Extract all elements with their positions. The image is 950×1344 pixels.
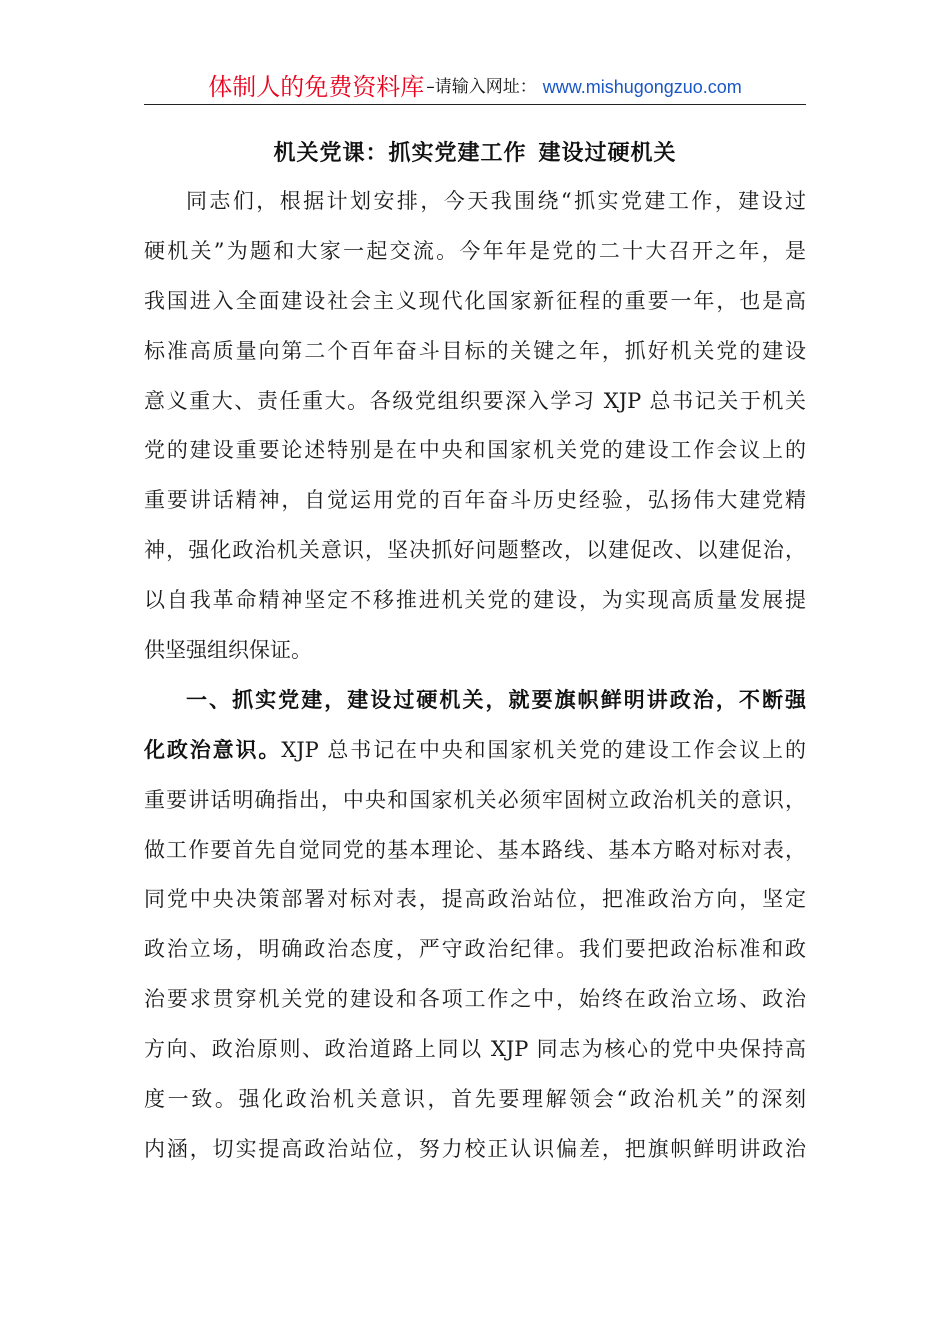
paragraph-line: 重要讲话精神，自觉运用党的百年奋斗历史经验，弘扬伟大建党精 [144,488,806,513]
paragraph-line: 党的建设重要论述特别是在中央和国家机关党的建设工作会议上的 [144,438,806,463]
document-body [144,183,806,1181]
section-heading-line: 一、抓实党建，建设过硬机关，就要旗帜鲜明讲政治，不断强 [186,686,806,712]
paragraph-line: 硬机关”为题和大家一起交流。今年年是党的二十大召开之年，是 [144,238,806,263]
header-url-link[interactable]: www.mishugongzuo.com [542,77,742,97]
page-header [144,70,806,105]
paragraph-line: 以自我革命精神坚定不移推进机关党的建设，为实现高质量发展提 [144,588,806,613]
paragraph-line: 同志们，根据计划安排，今天我围绕“抓实党建工作，建设过 [186,189,806,213]
paragraph-line [144,732,806,782]
paragraph-line: 供坚强组织保证。 [144,638,312,663]
paragraph-line: 治要求贯穿机关党的建设和各项工作之中，始终在政治立场、政治 [144,987,806,1012]
paragraph-line: 神，强化政治机关意识，坚决抓好问题整改，以建促改、以建促治， [144,538,806,563]
title-part-1: 机关党课：抓实党建工作 [273,140,527,166]
paragraph-line: 重要讲话明确指出，中央和国家机关必须牢固树立政治机关的意识， [144,787,806,812]
paragraph-line: 政治立场，明确政治态度，严守政治纪律。我们要把政治标准和政 [144,937,806,962]
header-brand: 体制人的免费资料库 [208,73,425,101]
paragraph-line: 标准高质量向第二个百年奋斗目标的关键之年，抓好机关党的建设 [144,338,806,363]
paragraph-line: 方向、政治原则、政治道路上同以 XJP 同志为核心的党中央保持高 [144,1037,806,1062]
paragraph-line-text: XJP 总书记在中央和国家机关党的建设工作会议上的 [281,737,806,762]
paragraph-line: 我国进入全面建设社会主义现代化国家新征程的重要一年，也是高 [144,288,806,313]
paragraph-line: 内涵，切实提高政治站位，努力校正认识偏差，把旗帜鲜明讲政治 [144,1136,806,1161]
paragraph-line: 意义重大、责任重大。各级党组织要深入学习 XJP 总书记关于机关 [144,388,806,413]
title-part-2: 建设过硬机关 [538,140,677,166]
section-heading-tail: 化政治意识。 [144,736,282,762]
paragraph-line: 度一致。强化政治机关意识，首先要理解领会“政治机关”的深刻 [144,1087,806,1112]
paragraph-line: 同党中央决策部署对标对表，提高政治站位，把准政治方向，坚定 [144,887,806,912]
page-title [144,135,806,171]
paragraph-line: 做工作要首先自觉同党的基本理论、基本路线、基本方略对标对表， [144,837,806,862]
header-prompt: –请输入网址： [426,77,537,97]
